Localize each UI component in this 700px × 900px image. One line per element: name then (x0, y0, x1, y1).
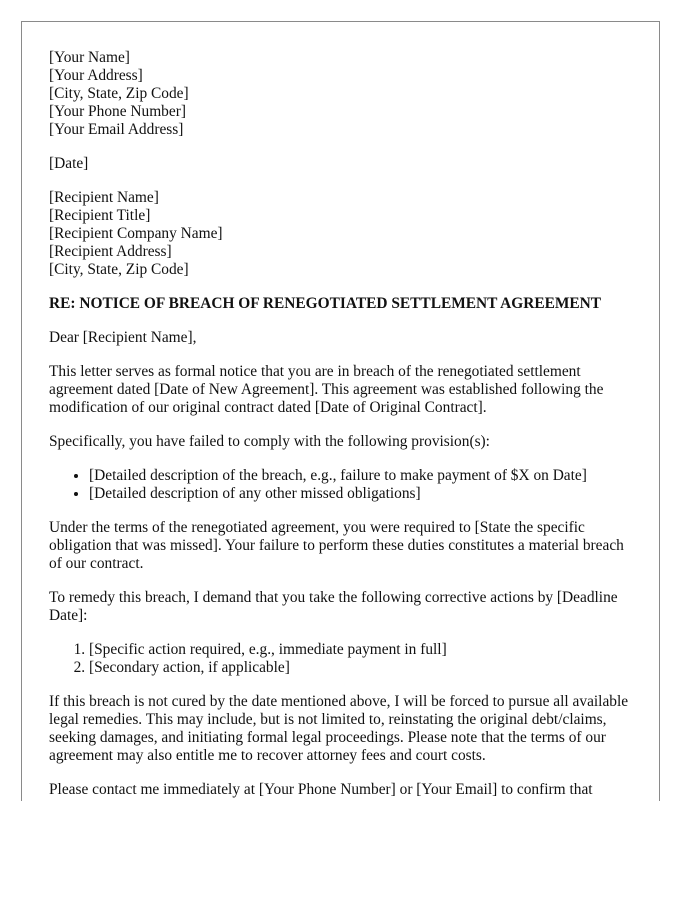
sender-address-block (49, 49, 639, 139)
action-item: 2. [Secondary action, if applicable] (89, 659, 639, 677)
breach-item: • [Detailed description of any other missed obligations] (89, 485, 639, 503)
remedy-paragraph: To remedy this breach, I demand that you take the following corrective actions by [Deadline Date]: (49, 589, 618, 624)
salutation: Dear [Recipient Name], (49, 329, 197, 346)
intro-paragraph: This letter serves as formal notice that you are in breach of the renegotiated settlement agreement dated [Date of New Agreement]. This agreement was established following the modification of our original contract dated [Date of Original Contract]. (49, 363, 604, 416)
provisions-paragraph: Specifically, you have failed to comply with the following provision(s): (49, 433, 490, 450)
letter-date: [Date] (49, 155, 89, 172)
action-item: 1. [Specific action required, e.g., immediate payment in full] (89, 641, 639, 659)
sender-address: [Your Address] (49, 67, 143, 84)
recipient-company: [Recipient Company Name] (49, 225, 223, 242)
subject-line: RE: NOTICE OF BREACH OF RENEGOTIATED SETTLEMENT AGREEMENT (49, 295, 602, 312)
letter-page (21, 21, 660, 801)
letter-body (49, 49, 639, 801)
terms-paragraph: Under the terms of the renegotiated agreement, you were required to [State the specific obligation that was missed]. Your failure to perform these duties constitutes a material breach of our contract. (49, 519, 624, 572)
recipient-city-state-zip: [City, State, Zip Code] (49, 261, 189, 278)
recipient-name: [Recipient Name] (49, 189, 159, 206)
recipient-address-block (49, 189, 639, 279)
recipient-address: [Recipient Address] (49, 243, 172, 260)
contact-paragraph: Please contact me immediately at [Your Phone Number] or [Your Email] to confirm that (49, 781, 593, 798)
sender-name: [Your Name] (49, 49, 130, 66)
sender-city-state-zip: [City, State, Zip Code] (49, 85, 189, 102)
breach-item: • [Detailed description of the breach, e.g., failure to make payment of $X on Date] (89, 467, 639, 485)
sender-phone: [Your Phone Number] (49, 103, 186, 120)
recipient-title: [Recipient Title] (49, 207, 151, 224)
sender-email: [Your Email Address] (49, 121, 184, 138)
breach-list (49, 467, 639, 503)
corrective-actions-list (49, 641, 639, 677)
consequences-paragraph: If this breach is not cured by the date mentioned above, I will be forced to pursue all available legal remedies. This may include, but is not limited to, reinstating the original debt/claims, seeking damages, and initiating formal legal proceedings. Please note that the terms of our agreement may also entitle me to recover attorney fees and court costs. (49, 693, 629, 764)
